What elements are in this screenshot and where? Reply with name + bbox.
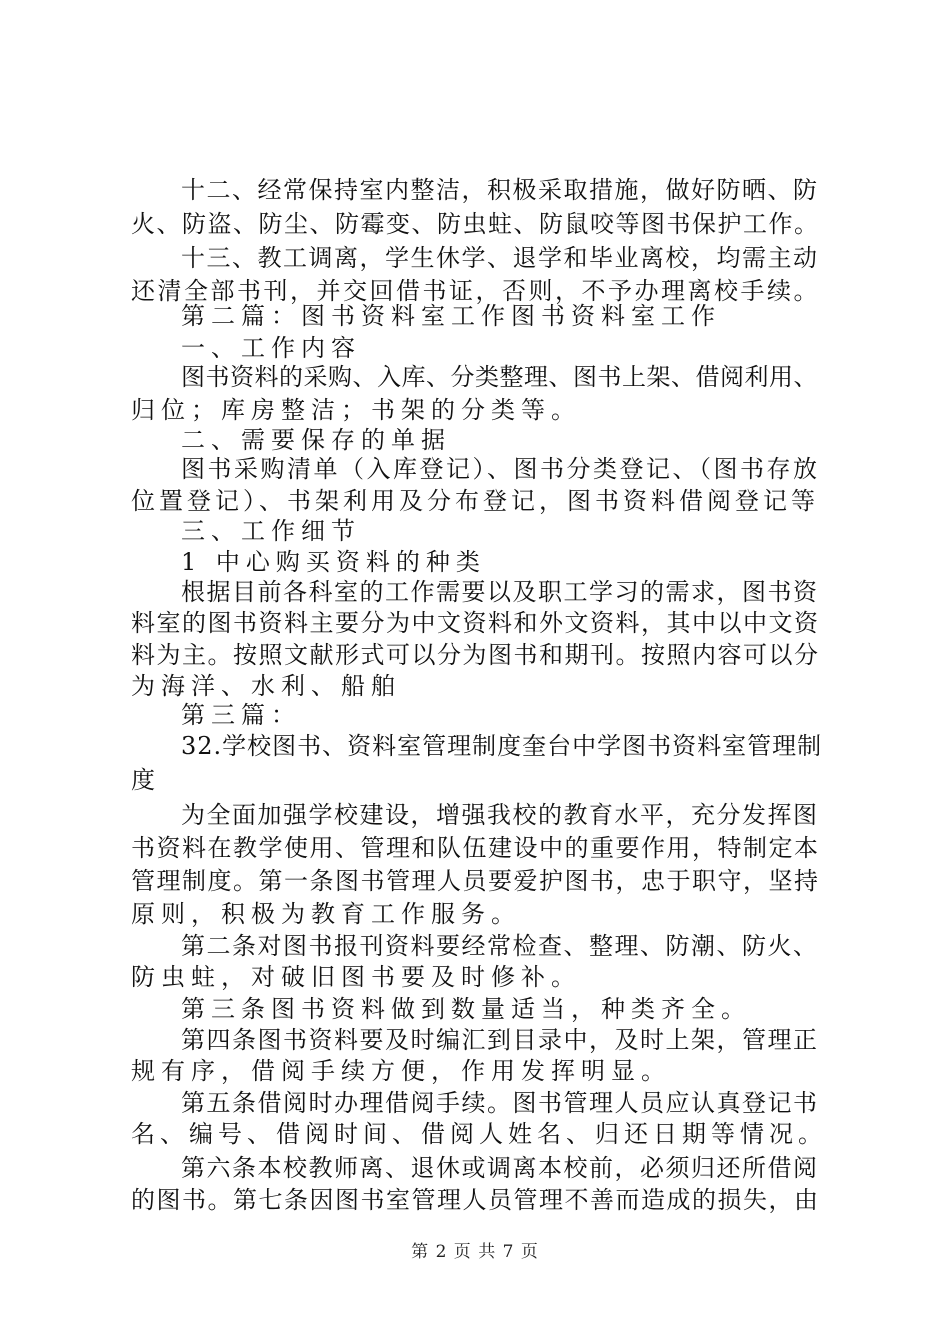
paragraph-line: 位置登记）、书架利用及分布登记，图书资料借阅登记等	[131, 487, 819, 515]
paragraph-line: 为全面加强学校建设，增强我校的教育水平，充分发挥图	[181, 801, 819, 829]
section-heading: 32.学校图书、资料室管理制度奎台中学图书资料室管理制	[181, 732, 823, 760]
paragraph-line: 名、编号、借阅时间、借阅人姓名、归还日期等情况。	[131, 1120, 827, 1148]
paragraph-line: 图书采购清单（入库登记）、图书分类登记、（图书存放	[181, 455, 820, 483]
paragraph-line: 十三、教工调离，学生休学、退学和毕业离校，均需主动	[181, 244, 819, 272]
paragraph-line: 的图书。第七条因图书室管理人员管理不善而造成的损失，由	[131, 1186, 820, 1214]
paragraph-line: 第四条图书资料要及时编汇到目录中，及时上架，管理正	[181, 1026, 819, 1054]
section-heading: 三、工作细节	[181, 517, 361, 545]
page-number-footer: 第 2 页 共 7 页	[411, 1242, 539, 1262]
paragraph-line: 根据目前各科室的工作需要以及职工学习的需求，图书资	[181, 578, 819, 606]
paragraph-line: 管理制度。第一条图书管理人员要爱护图书，忠于职守，坚持	[131, 867, 820, 895]
section-heading: 第二篇：图书资料室工作图书资料室工作	[181, 302, 721, 330]
paragraph-line: 第二条对图书报刊资料要经常检查、整理、防潮、防火、	[181, 932, 819, 960]
paragraph-line: 第三条图书资料做到数量适当，种类齐全。	[181, 995, 751, 1023]
section-heading: 一、工作内容	[181, 334, 361, 362]
paragraph-line: 十二、经常保持室内整洁，积极采取措施，做好防晒、防	[181, 176, 819, 204]
paragraph-line: 归位；库房整洁；书架的分类等。	[131, 396, 581, 424]
section-heading: 度	[131, 766, 161, 794]
paragraph-line: 书资料在教学使用、管理和队伍建设中的重要作用，特制定本	[131, 834, 820, 862]
paragraph-line: 第五条借阅时办理借阅手续。图书管理人员应认真登记书	[181, 1089, 819, 1117]
paragraph-line: 还清全部书刊，并交回借书证，否则，不予办理离校手续。	[131, 277, 820, 305]
section-heading: 第三篇：	[181, 701, 301, 729]
section-heading: 1 中心购买资料的种类	[181, 548, 486, 576]
paragraph-line: 火、防盗、防尘、防霉变、防虫蛀、防鼠咬等图书保护工作。	[131, 210, 820, 238]
paragraph-line: 防虫蛀，对破旧图书要及时修补。	[131, 963, 581, 991]
paragraph-line: 图书资料的采购、入库、分类整理、图书上架、借阅利用、	[181, 363, 818, 391]
paragraph-line: 原则，积极为教育工作服务。	[131, 900, 521, 928]
paragraph-line: 料室的图书资料主要分为中文资料和外文资料，其中以中文资	[131, 609, 820, 637]
paragraph-line: 规有序，借阅手续方便，作用发挥明显。	[131, 1057, 671, 1085]
paragraph-line: 第六条本校教师离、退休或调离本校前，必须归还所借阅	[181, 1154, 819, 1182]
section-heading: 二、需要保存的单据	[181, 426, 451, 454]
paragraph-line: 为海洋、水利、船舶	[131, 672, 401, 700]
paragraph-line: 料为主。按照文献形式可以分为图书和期刊。按照内容可以分	[131, 641, 820, 669]
